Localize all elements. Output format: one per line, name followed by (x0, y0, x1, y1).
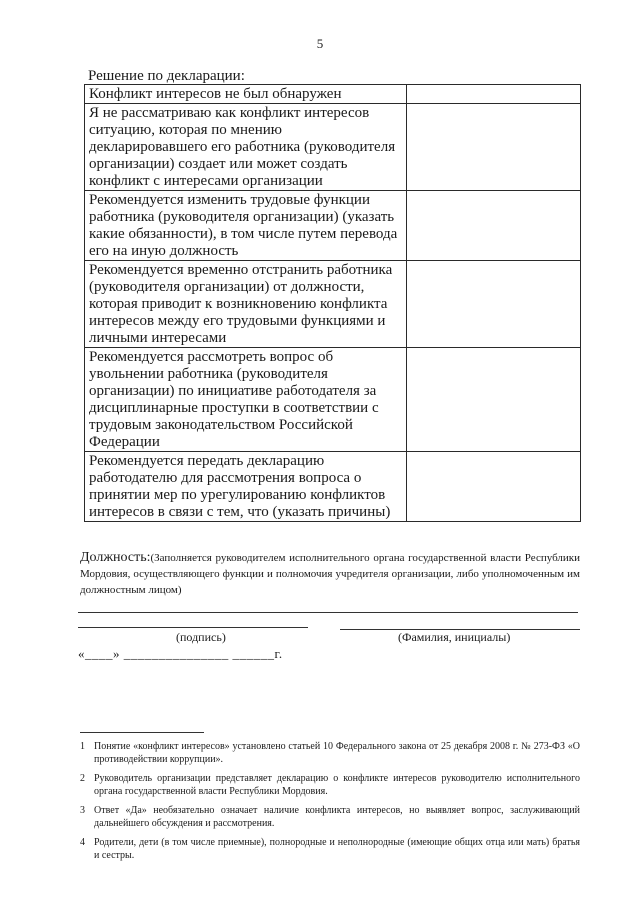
position-block (80, 550, 580, 598)
footnote-number: 4 (80, 837, 85, 848)
decision-row-mark-field[interactable] (407, 261, 581, 348)
name-caption: (Фамилия, инициалы) (398, 630, 511, 644)
position-fill-line[interactable] (78, 612, 578, 613)
decision-row-text: Конфликт интересов не был обнаружен (85, 85, 407, 104)
footnotes (80, 740, 580, 868)
decision-row-no-conflict (85, 85, 581, 104)
footnote-3 (80, 804, 580, 830)
decision-row-text: Рекомендуется передать декларацию работодателю для рассмотрения вопроса о принятии мер по урегулированию конфликтов интересов в связи с тем, что (указать причины) (85, 452, 407, 522)
decision-row-text: Рекомендуется временно отстранить работника (руководителя организации) от должности, которая приводит к возникновению конфликта интересов между его трудовыми функциями и личными интересами (85, 261, 407, 348)
footnote-text: Понятие «конфликт интересов» установлено статьей 10 Федерального закона от 25 декабря 2008 г. № 273-ФЗ «О противодействии коррупции». (94, 741, 580, 765)
footnote-text: Родители, дети (в том числе приемные), полнородные и неполнородные (имеющие общих отца или мать) братья и сестры. (94, 837, 580, 861)
footnote-4 (80, 836, 580, 862)
footnote-number: 1 (80, 741, 85, 752)
signature-line[interactable] (78, 627, 308, 628)
decision-row-mark-field[interactable] (407, 191, 581, 261)
decision-row-transfer (85, 452, 581, 522)
decision-row-text: Рекомендуется изменить трудовые функции работника (руководителя организации) (указать какие обязанности), в том числе путем перевода его на иную должность (85, 191, 407, 261)
footnote-number: 3 (80, 805, 85, 816)
signature-caption: (подпись) (176, 630, 226, 644)
decision-row-not-considered (85, 104, 581, 191)
date-field[interactable]: «____» _______________ ______г. (78, 646, 283, 661)
decision-row-change-functions (85, 191, 581, 261)
footnote-1 (80, 740, 580, 766)
decision-row-text: Я не рассматриваю как конфликт интересов ситуацию, которая по мнению декларировавшего его работника (руководителя организации) создает или может создать конфликт с интересами организации (85, 104, 407, 191)
footnote-separator (80, 732, 204, 733)
decision-heading: Решение по декларации: (88, 68, 245, 84)
decision-row-mark-field[interactable] (407, 104, 581, 191)
decision-row-dismissal (85, 348, 581, 452)
decision-row-text: Рекомендуется рассмотреть вопрос об увольнении работника (руководителя организации) по инициативе работодателя за дисциплинарные проступки в соответствии с трудовым законодательством Российской Федерации (85, 348, 407, 452)
footnote-text: Ответ «Да» необязательно означает наличие конфликта интересов, но выявляет вопрос, заслуживающий дальнейшего обсуждения и рассмотрения. (94, 805, 580, 829)
footnote-text: Руководитель организации представляет декларацию о конфликте интересов руководителю исполнительного органа государственной власти Республики Мордовия. (94, 773, 580, 797)
position-label: Должность: (80, 550, 151, 565)
decision-row-mark-field[interactable] (407, 348, 581, 452)
footnote-number: 2 (80, 773, 85, 784)
decision-row-suspend (85, 261, 581, 348)
footnote-2 (80, 772, 580, 798)
page-number: 5 (316, 36, 324, 51)
decision-row-mark-field[interactable] (407, 452, 581, 522)
decision-row-mark-field[interactable] (407, 85, 581, 104)
decision-table (84, 84, 581, 522)
position-note: (Заполняется руководителем исполнительного органа государственной власти Республики Мордовия, осуществляющего функции и полномочия учредителя организации, либо уполномоченным им должностным лицом) (80, 552, 580, 596)
